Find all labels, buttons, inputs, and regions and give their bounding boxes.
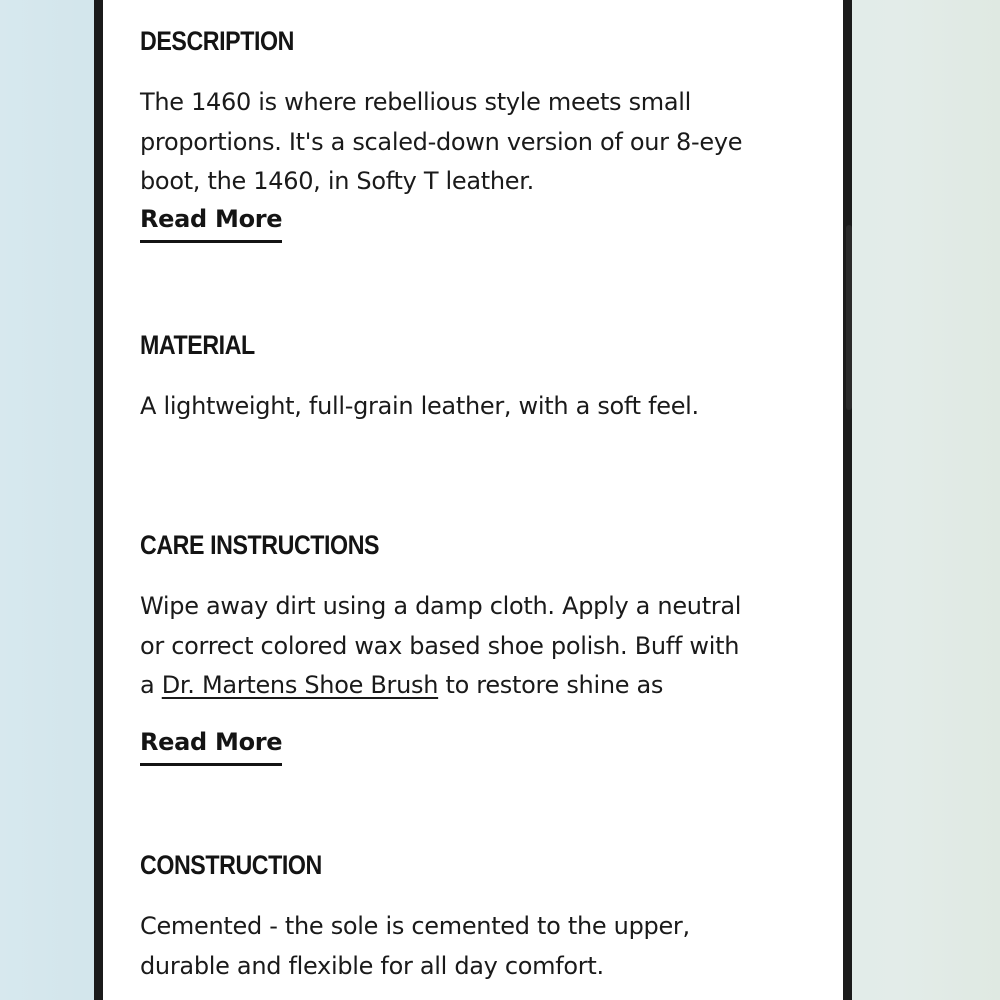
description-text	[140, 83, 820, 202]
product-details-screen	[103, 0, 843, 1000]
material-text	[140, 387, 820, 427]
care-instructions-section	[140, 528, 820, 766]
material-heading: MATERIAL	[140, 330, 255, 360]
description-read-more-link[interactable]: Read More	[140, 204, 282, 243]
description-line: The 1460 is where rebellious style meets small	[140, 88, 692, 116]
care-line: Wipe away dirt using a damp cloth. Apply a neutral	[140, 592, 742, 620]
construction-line: Cemented - the sole is cemented to the upper,	[140, 912, 690, 940]
description-heading: DESCRIPTION	[140, 26, 294, 56]
material-section	[140, 328, 820, 427]
construction-text	[140, 907, 820, 986]
care-instructions-heading: CARE INSTRUCTIONS	[140, 530, 380, 560]
description-section	[140, 24, 820, 243]
care-instructions-text	[140, 587, 820, 706]
shoe-brush-link[interactable]: Dr. Martens Shoe Brush	[161, 671, 439, 699]
care-read-more-link[interactable]: Read More	[140, 727, 282, 766]
care-line-prefix: a	[140, 671, 162, 699]
construction-section	[140, 848, 820, 986]
construction-heading: CONSTRUCTION	[140, 850, 322, 880]
construction-line: durable and flexible for all day comfort.	[140, 951, 604, 980]
care-line-suffix: to restore shine as	[438, 671, 664, 699]
material-line: A lightweight, full-grain leather, with a soft feel.	[140, 392, 699, 420]
description-line: boot, the 1460, in Softy T leather.	[140, 167, 534, 195]
phone-side-button	[846, 225, 852, 410]
description-line: proportions. It's a scaled-down version of our 8-eye	[140, 127, 743, 156]
care-line: or correct colored wax based shoe polish. Buff with	[140, 631, 740, 660]
